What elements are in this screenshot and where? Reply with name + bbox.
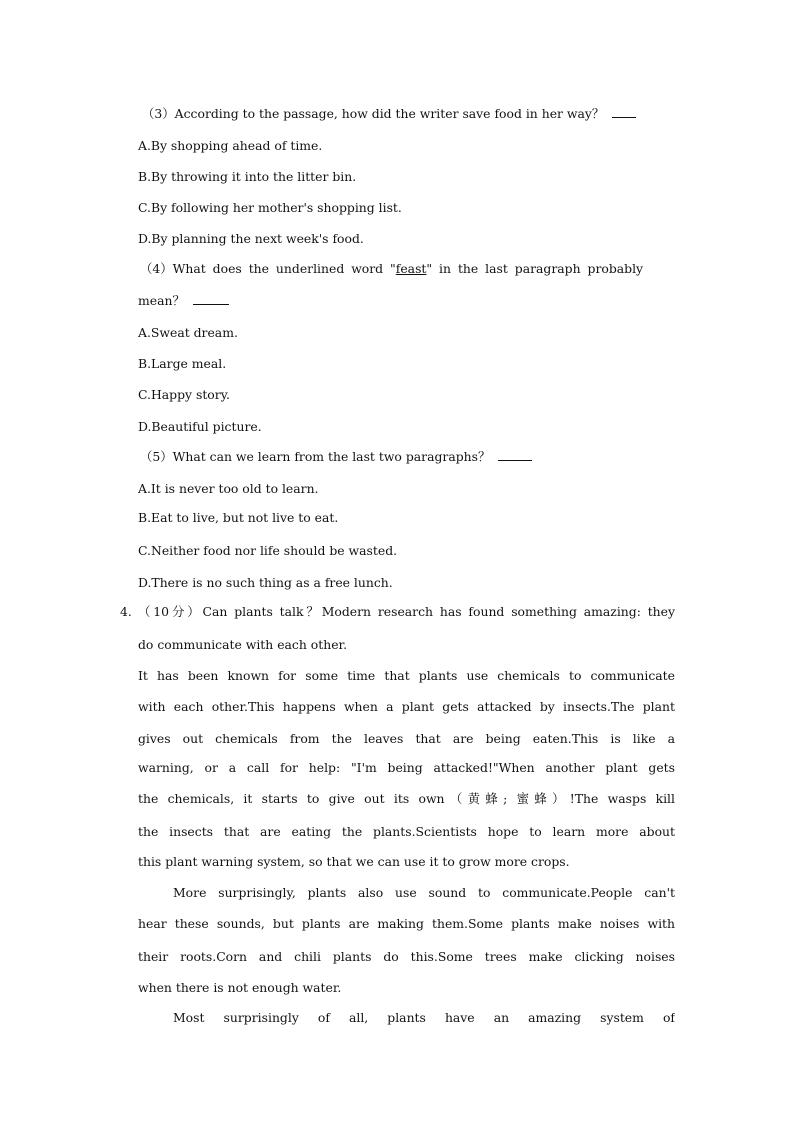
q4-stem-line2 [138, 292, 675, 309]
passage-line: It has been known for some time that plants use chemicals to communicate [138, 668, 675, 683]
passage-line: their roots.Corn and chili plants do this.Some trees make clicking noises [138, 949, 675, 964]
passage-line: warning, or a call for help: "I'm being attacked!"When another plant gets [138, 760, 675, 775]
q5-stem [140, 448, 677, 465]
passage-line: More surprisingly, plants also use sound to communicate.People can't [173, 885, 675, 900]
passage-line: Most surprisingly of all, plants have an amazing system of [173, 1010, 675, 1025]
q4-stem-part-b: " in the last paragraph probably [426, 261, 644, 276]
q3-option-d: D.By planning the next week's food. [138, 231, 364, 246]
q3-option-b: B.By throwing it into the litter bin. [138, 169, 357, 184]
answer-blank[interactable] [193, 292, 229, 305]
question-number: 4. [120, 604, 132, 619]
q4-option-c: C.Happy story. [138, 387, 230, 402]
q3-stem-text: （3）According to the passage, how did the writer save food in her way？ [142, 106, 605, 121]
q4-option-b: B.Large meal. [138, 356, 227, 371]
passage-line: gives out chemicals from the leaves that are being eaten.This is like a [138, 731, 675, 746]
passage-line: （10分）Can plants talk？Modern research has found something amazing: they [138, 604, 675, 619]
q4-stem-part-a: （4）What does the underlined word " [140, 261, 396, 276]
q4-option-a: A.Sweat dream. [138, 325, 238, 340]
q5-option-c: C.Neither food nor life should be wasted. [138, 543, 398, 558]
answer-blank[interactable] [498, 448, 532, 461]
q4-stem-line1 [140, 261, 675, 277]
q3-option-a: A.By shopping ahead of time. [138, 138, 323, 153]
q5-option-a: A.It is never too old to learn. [138, 481, 319, 496]
q3-stem [142, 105, 682, 122]
q4-option-d: D.Beautiful picture. [138, 419, 262, 434]
passage-line: the chemicals, it starts to give out its own（黄蜂; 蜜蜂）!The wasps kill [138, 791, 675, 806]
passage-line: hear these sounds, but plants are making them.Some plants make noises with [138, 916, 675, 931]
q5-option-d: D.There is no such thing as a free lunch. [138, 575, 393, 590]
answer-blank[interactable] [612, 105, 636, 118]
passage-line: with each other.This happens when a plant gets attacked by insects.The plant [138, 699, 675, 714]
passage-line: this plant warning system, so that we can use it to grow more crops. [138, 854, 570, 869]
q5-option-b: B.Eat to live, but not live to eat. [138, 510, 339, 525]
q4-stem-part-c: mean？ [138, 293, 185, 308]
q3-option-c: C.By following her mother's shopping list. [138, 200, 402, 215]
q4-underlined-word: feast [395, 261, 427, 276]
q5-stem-text: （5）What can we learn from the last two paragraphs？ [140, 449, 491, 464]
passage-line: when there is not enough water. [138, 980, 342, 995]
passage-line: the insects that are eating the plants.Scientists hope to learn more about [138, 824, 675, 839]
passage-line: do communicate with each other. [138, 637, 348, 652]
